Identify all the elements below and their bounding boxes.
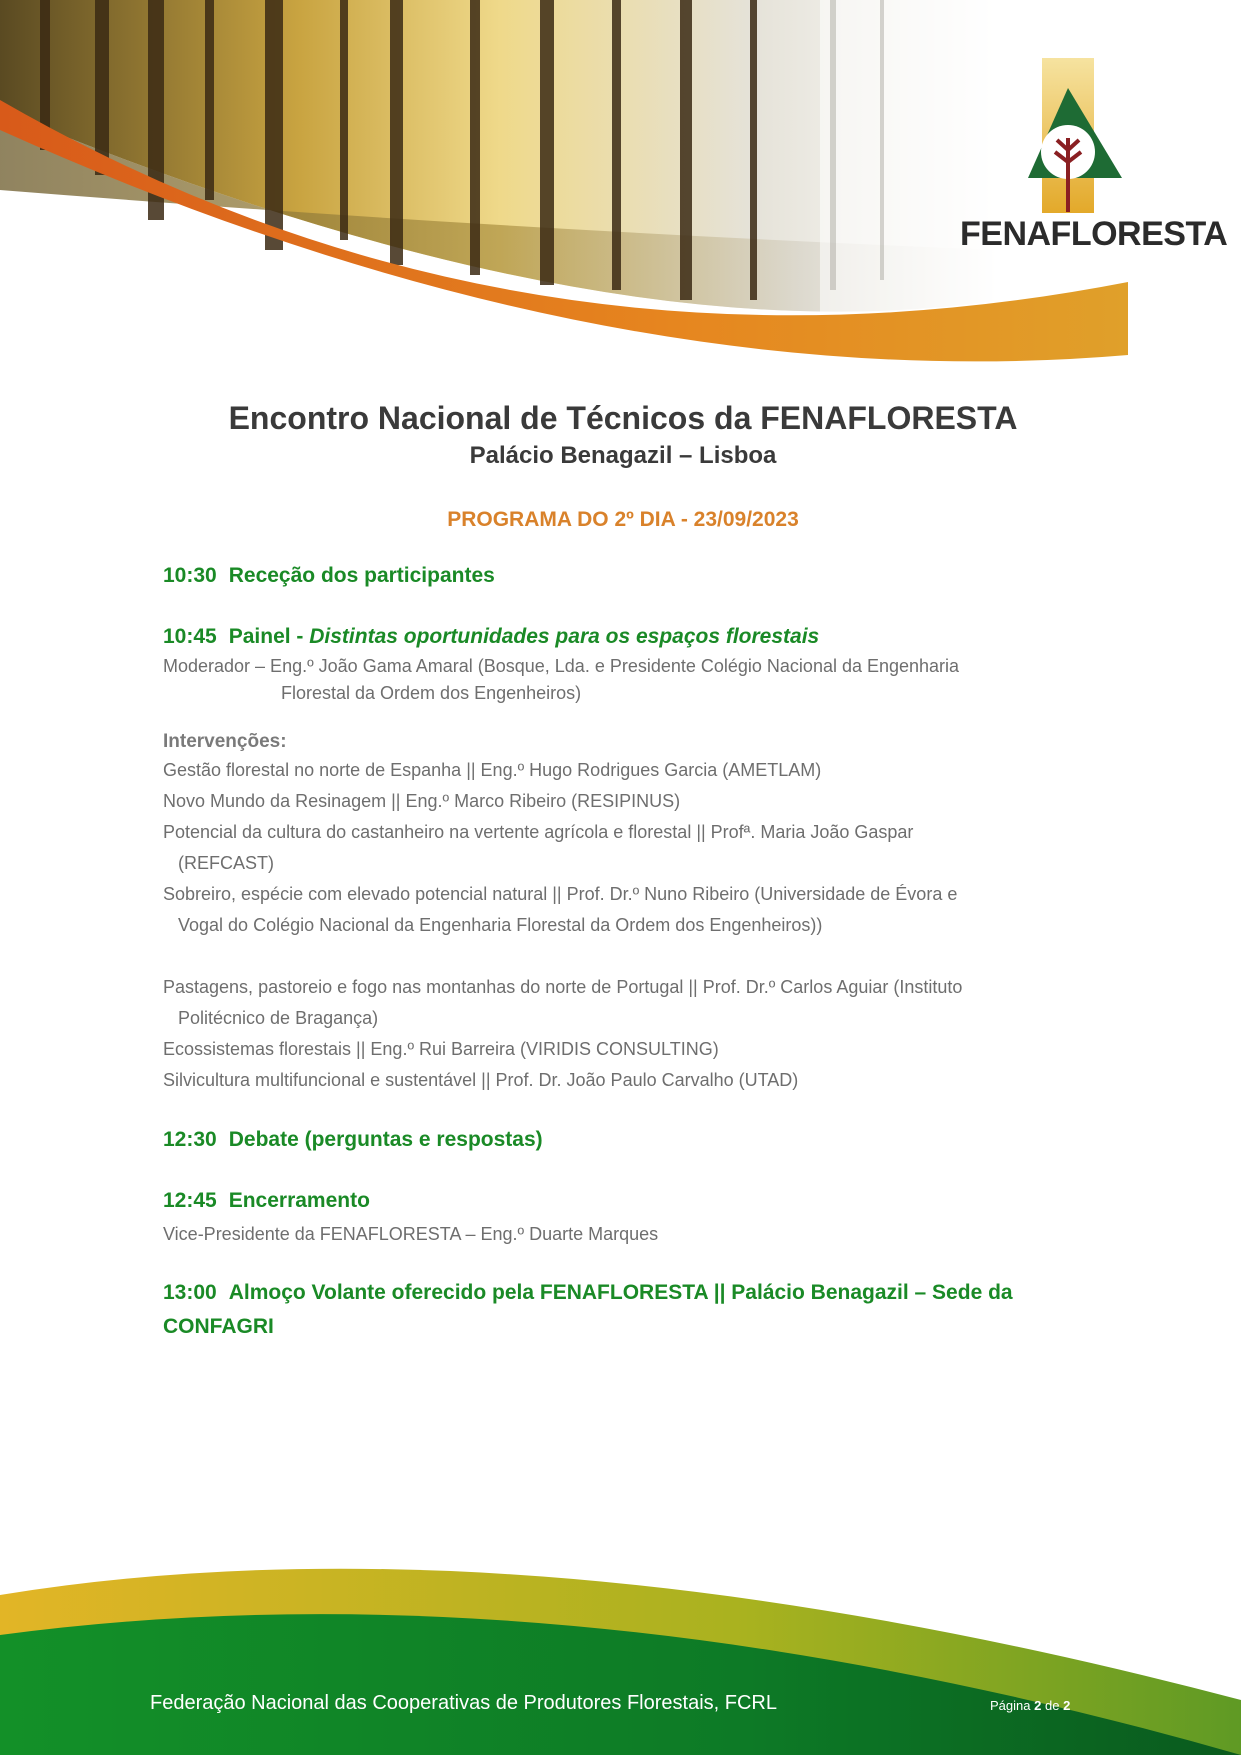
- page-label: Página: [990, 1698, 1031, 1713]
- page-total: 2: [1063, 1698, 1071, 1713]
- page-title: Encontro Nacional de Técnicos da FENAFLORESTA: [228, 400, 1018, 436]
- venue-subtitle: Palácio Benagazil – Lisboa: [469, 441, 777, 469]
- schedule-item-debate: [163, 1124, 1083, 1156]
- time-label: 10:45: [163, 625, 217, 649]
- page-number: [990, 1698, 1070, 1713]
- time-label: 12:45: [163, 1189, 217, 1213]
- intervention-item: Silvicultura multifuncional e sustentável || Prof. Dr. João Paulo Carvalho (UTAD): [163, 1069, 799, 1090]
- intervention-item: Novo Mundo da Resinagem || Eng.º Marco Ribeiro (RESIPINUS): [163, 790, 681, 811]
- program-day-heading: PROGRAMA DO 2º DIA - 23/09/2023: [447, 507, 799, 531]
- footer-band: [0, 1540, 1241, 1755]
- interventions-list: [163, 755, 1083, 1096]
- intervention-item: Gestão florestal no norte de Espanha || Eng.º Hugo Rodrigues Garcia (AMETLAM): [163, 759, 822, 780]
- schedule-item-panel: [163, 621, 1083, 653]
- item-title: Almoço Volante oferecido pela FENAFLORESTA || Palácio Benagazil – Sede da: [228, 1280, 1013, 1304]
- panel-theme: Distintas oportunidades para os espaços florestais: [309, 625, 820, 649]
- time-label: 10:30: [163, 563, 217, 587]
- closing-detail: Vice-Presidente da FENAFLORESTA – Eng.º Duarte Marques: [163, 1223, 659, 1244]
- page-current: 2: [1034, 1698, 1042, 1713]
- intervention-item: Sobreiro, espécie com elevado potencial natural || Prof. Dr.º Nuno Ribeiro (Universidade de Évora e: [163, 883, 958, 904]
- intervention-item-continued: Politécnico de Bragança): [178, 1007, 379, 1028]
- time-label: 13:00: [163, 1280, 217, 1304]
- item-title: Encerramento: [228, 1189, 370, 1213]
- intervention-item: Pastagens, pastoreio e fogo nas montanhas do norte de Portugal || Prof. Dr.º Carlos Aguiar (Instituto: [163, 976, 963, 997]
- interventions-label: Intervenções:: [163, 730, 287, 752]
- item-title: Receção dos participantes: [228, 563, 495, 587]
- program-content: [163, 398, 1083, 1344]
- panel-prefix: Painel -: [228, 625, 310, 649]
- moderator-line: Moderador – Eng.º João Gama Amaral (Bosque, Lda. e Presidente Colégio Nacional da Engenharia: [163, 655, 960, 676]
- intervention-item: Ecossistemas florestais || Eng.º Rui Barreira (VIRIDIS CONSULTING): [163, 1038, 719, 1059]
- schedule-item-lunch: [163, 1276, 1083, 1344]
- schedule-item-closing: [163, 1185, 1083, 1217]
- schedule-item-reception: [163, 560, 1083, 592]
- page-of: de: [1044, 1698, 1060, 1713]
- intervention-item-continued: Vogal do Colégio Nacional da Engenharia Florestal da Ordem dos Engenheiros)): [178, 914, 823, 935]
- moderator-line-continued: Florestal da Ordem dos Engenheiros): [281, 682, 582, 703]
- header-banner: [0, 0, 1241, 380]
- time-label: 12:30: [163, 1127, 217, 1151]
- intervention-item-continued: (REFCAST): [178, 852, 274, 873]
- logo-wordmark: FENAFLORESTA: [960, 215, 1228, 253]
- item-title-continued: CONFAGRI: [163, 1314, 274, 1338]
- footer-organization: Federação Nacional das Cooperativas de Produtores Florestais, FCRL: [150, 1692, 777, 1714]
- item-title: Debate (perguntas e respostas): [228, 1127, 543, 1151]
- intervention-item: Potencial da cultura do castanheiro na vertente agrícola e florestal || Profª. Maria João Gaspar: [163, 821, 914, 842]
